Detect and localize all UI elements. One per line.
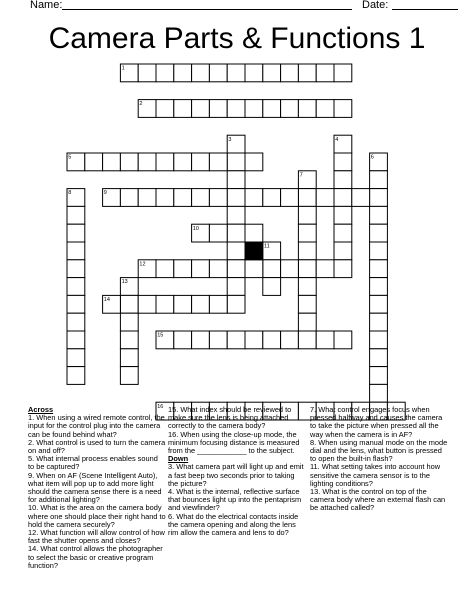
grid-cell[interactable] [156, 260, 174, 278]
grid-cell[interactable] [245, 331, 263, 349]
grid-cell[interactable] [192, 100, 210, 118]
grid-cell[interactable] [67, 206, 85, 224]
date-label: Date: [362, 0, 389, 11]
grid-cell[interactable] [120, 349, 138, 367]
grid-cell[interactable] [334, 331, 352, 349]
grid-cell[interactable] [209, 295, 227, 313]
grid-cell[interactable] [227, 100, 245, 118]
grid-cell[interactable] [192, 295, 210, 313]
grid-cell[interactable] [174, 100, 192, 118]
grid-cell[interactable] [227, 64, 245, 82]
grid-cell[interactable] [209, 224, 227, 242]
grid-cell[interactable] [281, 331, 299, 349]
grid-cell[interactable] [316, 260, 334, 278]
clue-text: 2. What control is used to turn the camera on and off? [28, 437, 166, 456]
clue-text: 13. What is the control on top of the camera body where an external flash can be attached called? [310, 487, 446, 513]
grid-cell[interactable] [192, 64, 210, 82]
clue-number: 15 [157, 332, 164, 339]
grid-cell[interactable] [245, 260, 263, 278]
grid-cell[interactable] [227, 260, 245, 278]
grid-cell[interactable] [281, 260, 299, 278]
grid-cell[interactable] [67, 349, 85, 367]
clue-number: 10 [192, 225, 199, 232]
grid-cell[interactable] [174, 189, 192, 207]
clue-text: 5. What internal process enables sound to be captured? [28, 454, 158, 472]
clue-number: 11 [264, 243, 270, 250]
grid-cell[interactable] [298, 242, 316, 260]
grid-cell[interactable] [67, 367, 85, 385]
clues-column-1 [28, 403, 166, 570]
grid-cell[interactable] [316, 331, 334, 349]
grid-cell[interactable] [298, 224, 316, 242]
grid-cell[interactable] [352, 189, 370, 207]
grid-cell[interactable] [67, 331, 85, 349]
clue-number: 6 [370, 154, 374, 161]
grid-cell[interactable] [67, 224, 85, 242]
grid-cell[interactable] [192, 260, 210, 278]
grid-cell[interactable] [334, 224, 352, 242]
grid-cell[interactable] [334, 171, 352, 189]
grid-cell[interactable] [227, 171, 245, 189]
grid-cell[interactable] [67, 295, 85, 313]
grid-cell[interactable] [370, 367, 388, 385]
grid-cell[interactable] [245, 224, 263, 242]
grid-cell[interactable] [316, 189, 334, 207]
grid-cell[interactable] [245, 153, 263, 171]
grid-cell[interactable] [370, 206, 388, 224]
clue-text: 9. When on AF (Scene Intelligent Auto), what item will pop up to add more light should the camera sense there is a need for additional lighting? [28, 470, 162, 505]
grid-cell[interactable] [263, 260, 281, 278]
grid-cell[interactable] [370, 295, 388, 313]
grid-cell[interactable] [174, 260, 192, 278]
grid-cell[interactable] [281, 64, 299, 82]
grid-cell[interactable] [298, 64, 316, 82]
grid-cell[interactable] [227, 295, 245, 313]
clue-text: 15. What index should be reviewed to make sure the lens is being attached correctly to the camera body? [168, 405, 292, 431]
grid-cell[interactable] [120, 295, 138, 313]
grid-cell[interactable] [298, 100, 316, 118]
grid-cell[interactable] [227, 278, 245, 296]
grid-cell[interactable] [370, 331, 388, 349]
grid-cell[interactable] [120, 153, 138, 171]
clue-text: 12. What function will allow control of how fast the shutter opens and closes? [28, 528, 165, 546]
grid-cell[interactable] [316, 100, 334, 118]
grid-cell[interactable] [245, 189, 263, 207]
grid-cell[interactable] [334, 100, 352, 118]
grid-cell[interactable] [298, 206, 316, 224]
grid-cell[interactable] [370, 189, 388, 207]
grid-cell[interactable] [174, 331, 192, 349]
grid-cell[interactable] [281, 189, 299, 207]
grid-cell[interactable] [263, 278, 281, 296]
grid-cell[interactable] [334, 153, 352, 171]
grid-cell[interactable] [120, 313, 138, 331]
grid-cell[interactable] [138, 189, 156, 207]
page-title: Camera Parts & Functions 1 [48, 22, 426, 55]
clue-text: 16. When using the close-up mode, the minimum focusing distance is measured from the ____________ to the subject. [168, 429, 300, 456]
grid-cell[interactable] [281, 100, 299, 118]
across-heading: Across [28, 405, 54, 414]
grid-cell[interactable] [227, 206, 245, 224]
clues-column-2 [168, 406, 306, 537]
grid-cell[interactable] [192, 153, 210, 171]
grid-cell[interactable] [209, 189, 227, 207]
grid-cell[interactable] [370, 224, 388, 242]
grid-cell[interactable] [227, 242, 245, 260]
grid-cell[interactable] [67, 242, 85, 260]
grid-cell[interactable] [120, 189, 138, 207]
grid-cell[interactable] [298, 260, 316, 278]
grid-cell[interactable] [67, 313, 85, 331]
grid-cell[interactable] [316, 64, 334, 82]
clue-text: 6. What do the electrical contacts inside the camera opening and along the lens rim allow the camera and lens to do? [168, 511, 299, 538]
clue-text: 11. What setting takes into account how sensitive the camera sensor is to the lighting conditions? [310, 462, 441, 488]
grid-cell[interactable] [370, 349, 388, 367]
clue-number: 7 [299, 172, 303, 179]
clue-number: 13 [121, 279, 128, 286]
black-cell [245, 242, 263, 260]
grid-cell[interactable] [298, 313, 316, 331]
grid-cell[interactable] [156, 153, 174, 171]
grid-cell[interactable] [263, 331, 281, 349]
grid-cell[interactable] [192, 331, 210, 349]
grid-cell[interactable] [370, 278, 388, 296]
clue-number: 2 [139, 101, 143, 108]
name-label: Name: [30, 0, 63, 11]
grid-cell[interactable] [209, 331, 227, 349]
grid-cell[interactable] [334, 242, 352, 260]
grid-cell[interactable] [120, 367, 138, 385]
clue-text: 4. What is the internal, reflective surface that bounces light up into the pentaprism and viewfinder? [168, 487, 302, 513]
grid-cell[interactable] [209, 153, 227, 171]
clue-number: 5 [68, 154, 72, 161]
grid-cell[interactable] [263, 189, 281, 207]
grid-cell[interactable] [156, 64, 174, 82]
grid-cell[interactable] [334, 206, 352, 224]
clues-column-3 [310, 406, 450, 513]
clue-text: 3. What camera part will light up and emit a fast beep two seconds prior to taking the picture? [168, 462, 304, 488]
grid-cell[interactable] [156, 100, 174, 118]
grid-cell[interactable] [138, 153, 156, 171]
grid-cell[interactable] [156, 189, 174, 207]
grid-cell[interactable] [138, 64, 156, 82]
grid-cell[interactable] [227, 331, 245, 349]
grid-cell[interactable] [263, 64, 281, 82]
grid-cell[interactable] [245, 100, 263, 118]
grid-cell[interactable] [85, 153, 103, 171]
clue-text: 8. When using manual mode on the mode dial and the lens, what button is pressed to open the built-in flash? [310, 437, 448, 464]
grid-cell[interactable] [209, 100, 227, 118]
clue-text: 1. When using a wired remote control, the input for the control plug into the camera can be found behind what? [28, 413, 165, 439]
clue-number: 4 [335, 136, 339, 143]
grid-cell[interactable] [67, 278, 85, 296]
grid-cell[interactable] [298, 295, 316, 313]
grid-cell[interactable] [263, 100, 281, 118]
clue-text: 10. What is the area on the camera body where one should place their right hand to hold the camera securely? [28, 503, 166, 529]
clue-number: 9 [103, 190, 107, 197]
grid-cell[interactable] [103, 153, 121, 171]
grid-cell[interactable] [334, 64, 352, 82]
grid-cell[interactable] [245, 64, 263, 82]
clue-text: 7. What control engages focus when pressed halfway and causes the camera to take the picture when pressed all the way when the camera is in AF? [310, 405, 443, 439]
grid-cell[interactable] [156, 295, 174, 313]
grid-cell[interactable] [298, 189, 316, 207]
grid-cell[interactable] [120, 331, 138, 349]
down-heading: Down [168, 454, 189, 464]
grid-cell[interactable] [370, 384, 388, 402]
grid-cell[interactable] [174, 295, 192, 313]
grid-cell[interactable] [370, 313, 388, 331]
grid-cell[interactable] [174, 64, 192, 82]
grid-cell[interactable] [298, 278, 316, 296]
grid-cell[interactable] [370, 242, 388, 260]
clue-number: 12 [139, 261, 146, 268]
grid-cell[interactable] [209, 64, 227, 82]
grid-cell[interactable] [138, 295, 156, 313]
grid-cell[interactable] [370, 260, 388, 278]
clue-number: 1 [121, 65, 125, 72]
clue-number: 3 [228, 136, 232, 143]
grid-cell[interactable] [334, 189, 352, 207]
grid-cell[interactable] [227, 153, 245, 171]
clue-number: 16 [157, 403, 164, 410]
grid-cell[interactable] [298, 331, 316, 349]
grid-cell[interactable] [67, 260, 85, 278]
grid-cell[interactable] [192, 189, 210, 207]
grid-cell[interactable] [209, 260, 227, 278]
grid-cell[interactable] [174, 153, 192, 171]
clue-number: 8 [68, 190, 72, 197]
grid-cell[interactable] [227, 189, 245, 207]
clue-number: 14 [103, 297, 110, 303]
grid-cell[interactable] [334, 260, 352, 278]
clue-text: 14. What control allows the photographer to select the basic or creative program function? [28, 544, 163, 570]
grid-cell[interactable] [227, 224, 245, 242]
grid-cell[interactable] [370, 171, 388, 189]
